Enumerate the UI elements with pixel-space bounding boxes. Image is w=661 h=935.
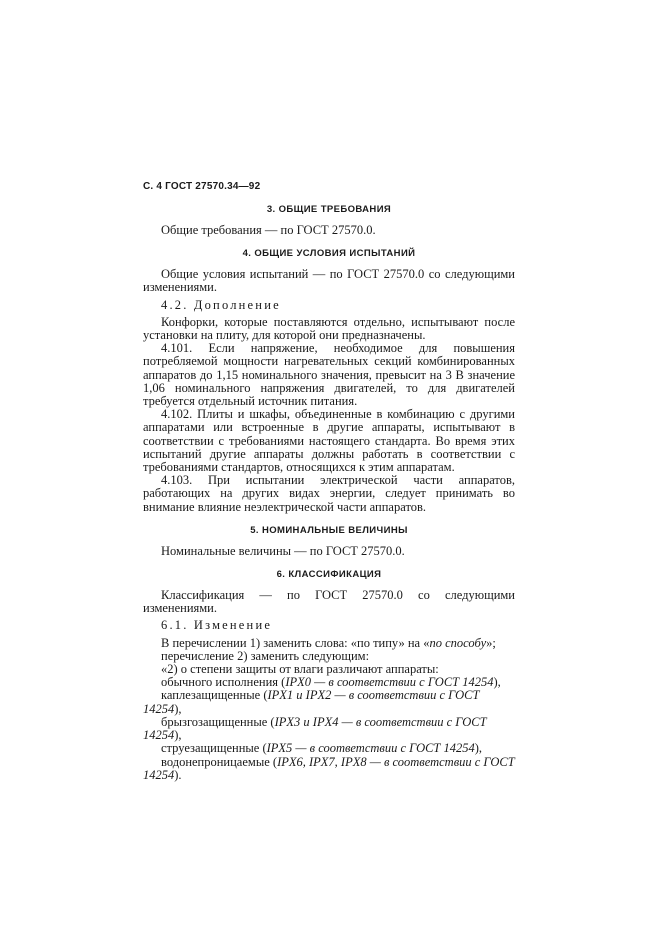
section-4-heading: 4. ОБЩИЕ УСЛОВИЯ ИСПЫТАНИЙ (242, 248, 416, 260)
paragraph-burners: Конфорки, которые поставляются отдельно, испытывают после установки на плиту, для которой они предназначены. (143, 314, 515, 343)
protection-splash: брызгозащищенные (IPX3 и IPX4 — в соответствии с ГОСТ 14254), (143, 714, 487, 743)
section-5-heading: 5. НОМИНАЛЬНЫЕ ВЕЛИЧИНЫ (250, 524, 408, 536)
section-6-intro: Классификация — по ГОСТ 27570.0 со следующими изменениями. (143, 588, 515, 616)
section-3-heading: 3. ОБЩИЕ ТРЕБОВАНИЯ (266, 204, 392, 215)
change-line-1: В перечислении 1) заменить слова: «по типу» на «по способу»; (161, 635, 496, 650)
document-body (143, 204, 515, 782)
section-4-intro: Общие условия испытаний — по ГОСТ 27570.0 со следующими изменениями. (143, 267, 515, 295)
section-5-text: Номинальные величины — по ГОСТ 27570.0. (161, 543, 405, 558)
protection-jet: струезащищенные (IPX5 — в соответствии с ГОСТ 14254), (161, 741, 483, 756)
protection-watertight: водонепроницаемые (IPX6, IPX7, IPX8 — в соответствии с ГОСТ 14254). (143, 754, 515, 782)
paragraph-4-101: 4.101. Если напряжение, необходимое для повышения потребляемой мощности нагревательных секций комбинированных аппаратов до 1,15 номинального значения, превысит на 3 В значение 1,06 номинального напряжения двигателей, то для двигателей требуется отдельный источник питания. (143, 341, 515, 409)
paragraph-4-103: 4.103. При испытании электрической части аппаратов, работающих на других видах энергии, следует принимать во внимание влияние неэлектрической части аппаратов. (143, 473, 515, 514)
paragraph-4-102: 4.102. Плиты и шкафы, объединенные в комбинацию с другими аппаратами или встроенные в другие аппараты, испытывают в соответствии с требованиями настоящего стандарта. Во время этих испытаний другие аппараты должны работать в соответствии с требованиями стандартов, относящихся к этим аппаратам. (143, 407, 515, 475)
protection-drip: каплезащищенные (IPX1 и IPX2 — в соответствии с ГОСТ 14254), (143, 688, 480, 716)
section-6-heading: 6. КЛАССИФИКАЦИЯ (276, 569, 382, 581)
section-3-text: Общие требования — по ГОСТ 27570.0. (161, 223, 376, 237)
page-header: С. 4 ГОСТ 27570.34—92 (143, 181, 261, 192)
section-6-1-subheading: 6.1. Изменение (161, 618, 273, 633)
protection-ordinary: обычного исполнения (IPX0 — в соответствии с ГОСТ 14254), (161, 675, 501, 690)
change-line-3: «2) о степени защиты от влаги различают аппараты: (161, 662, 439, 677)
change-line-2: перечисление 2) заменить следующим: (161, 648, 370, 663)
section-4-2-subheading: 4.2. Дополнение (161, 297, 281, 312)
